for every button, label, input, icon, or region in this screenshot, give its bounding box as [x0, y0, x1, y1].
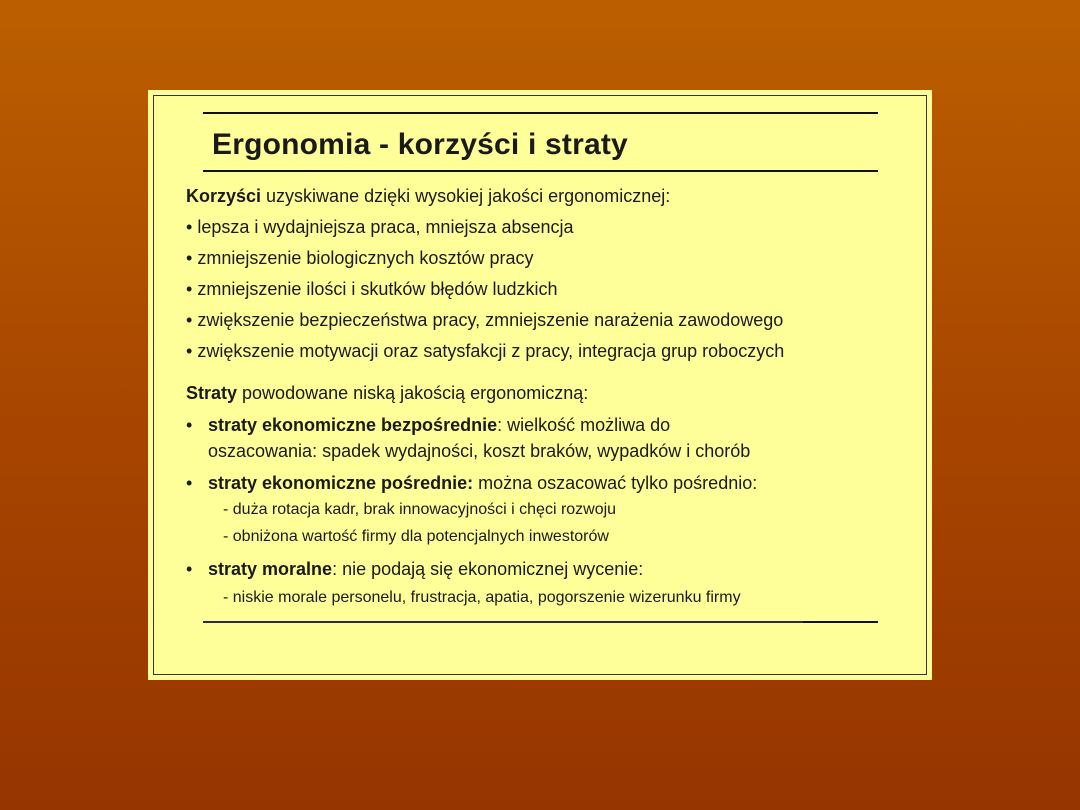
benefit-item-text: zmniejszenie biologicznych kosztów pracy — [197, 248, 534, 268]
loss-subitem: - niskie morale personelu, frustracja, apatia, pogorszenie wizerunku firmy — [223, 589, 741, 606]
bullet-icon: • — [186, 341, 193, 361]
loss-item — [186, 473, 757, 494]
loss-item — [186, 415, 670, 436]
bullet-icon: • — [186, 473, 193, 493]
loss-item-continuation: oszacowania: spadek wydajności, koszt braków, wypadków i chorób — [208, 441, 751, 461]
loss-item-title: straty ekonomiczne bezpośrednie — [208, 415, 498, 435]
losses-heading — [186, 383, 588, 404]
benefit-item — [186, 310, 783, 331]
losses-heading-text: powodowane niską jakością ergonomiczną: — [237, 383, 589, 403]
bullet-icon: • — [186, 415, 193, 435]
bullet-icon: • — [186, 217, 193, 237]
benefit-item — [186, 217, 574, 238]
benefit-item — [186, 279, 557, 300]
bullet-icon: • — [186, 279, 193, 299]
benefit-item-text: zmniejszenie ilości i skutków błędów ludzkich — [197, 279, 558, 299]
loss-item-text: : wielkość możliwa do — [497, 415, 671, 435]
loss-item-text: można oszacować tylko pośrednio: — [473, 473, 758, 493]
benefit-item — [186, 248, 533, 269]
benefits-heading-text: uzyskiwane dzięki wysokiej jakości ergonomicznej: — [261, 186, 671, 206]
bullet-icon: • — [186, 559, 193, 579]
bottom-rule-accent — [803, 621, 878, 623]
benefits-heading-bold: Korzyści — [186, 186, 262, 206]
benefit-item-text: lepsza i wydajniejsza praca, mniejsza absencja — [197, 217, 574, 237]
loss-subitem: - duża rotacja kadr, brak innowacyjności i chęci rozwoju — [223, 501, 617, 518]
loss-item-title: straty moralne — [208, 559, 333, 579]
title-top-rule — [203, 112, 878, 114]
bullet-icon: • — [186, 248, 193, 268]
benefit-item-text: zwiększenie bezpieczeństwa pracy, zmniejszenie narażenia zawodowego — [197, 310, 784, 330]
title-bottom-rule — [203, 170, 878, 172]
benefits-heading — [186, 186, 670, 207]
benefit-item-text: zwiększenie motywacji oraz satysfakcji z pracy, integracja grup roboczych — [197, 341, 785, 361]
slide-title: Ergonomia - korzyści i straty — [212, 128, 628, 161]
loss-subitem: - obniżona wartość firmy dla potencjalnych inwestorów — [223, 528, 609, 545]
loss-item — [186, 559, 643, 580]
losses-heading-bold: Straty — [186, 383, 238, 403]
bullet-icon: • — [186, 310, 193, 330]
benefit-item — [186, 341, 784, 362]
slide-panel — [148, 90, 932, 680]
bottom-rule — [203, 621, 878, 623]
loss-item-title: straty ekonomiczne pośrednie: — [208, 473, 474, 493]
loss-item-text: : nie podają się ekonomicznej wycenie: — [332, 559, 644, 579]
